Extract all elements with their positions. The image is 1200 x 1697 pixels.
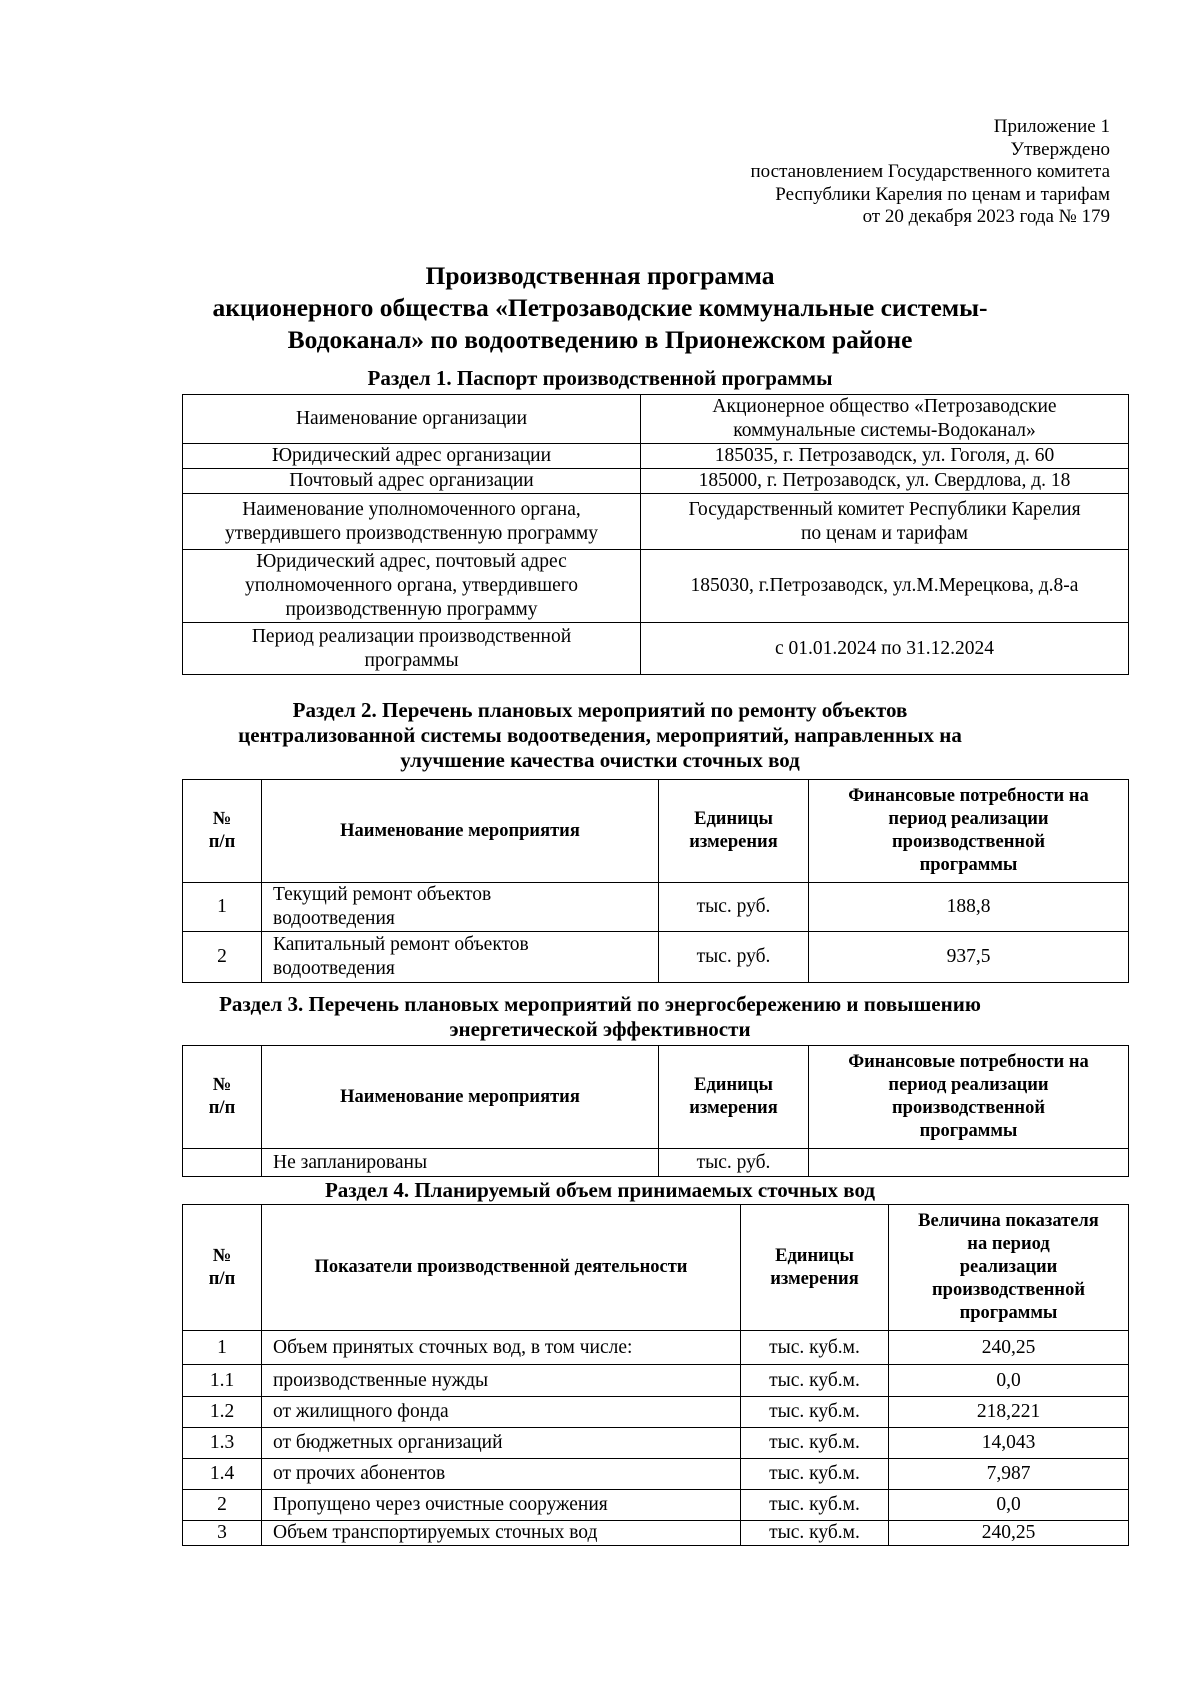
col-header-indicator: [262, 1205, 741, 1331]
cell-line: Финансовые потребности на: [848, 786, 1089, 806]
value-cell: [809, 1149, 1129, 1177]
title-line: акционерного общества «Петрозаводские коммунальные системы-: [212, 293, 988, 322]
indicator-name: Объем транспортируемых сточных вод: [262, 1521, 741, 1546]
cell-line: по ценам и тарифам: [801, 522, 968, 544]
table-row: [183, 444, 1129, 469]
unit-cell: тыс. руб.: [659, 932, 809, 983]
cell-line: измерения: [770, 1268, 859, 1289]
col-header-number: [183, 1046, 262, 1149]
title-line: Водоканал» по водоотведению в Прионежском районе: [287, 325, 913, 354]
unit-cell: тыс. куб.м.: [741, 1331, 889, 1365]
passport-value-cell: [641, 444, 1129, 469]
table-row: [183, 1397, 1129, 1428]
cell-line: программы: [919, 855, 1018, 875]
cell-line: Единицы: [694, 809, 773, 829]
passport-label-cell: [183, 444, 641, 469]
cell-line: Государственный комитет Республики Карелия: [688, 498, 1081, 520]
cell-line: Не запланированы: [273, 1151, 428, 1173]
table-row: [183, 1149, 1129, 1177]
approval-line: постановлением Государственного комитета: [750, 161, 1110, 182]
cell-line: Капитальный ремонт объектов: [273, 934, 529, 955]
table-row: [183, 623, 1129, 675]
cell-line: №: [212, 1245, 232, 1266]
col-header-value: [889, 1205, 1129, 1331]
passport-value-cell: [641, 494, 1129, 550]
cell-line: Период реализации производственной: [251, 625, 572, 647]
cell-line: Почтовый адрес организации: [289, 470, 534, 491]
cell-line: Наименование организации: [295, 408, 528, 429]
row-number: 1.1: [183, 1365, 262, 1397]
table-row: [183, 550, 1129, 623]
col-header-number: [183, 1205, 262, 1331]
cell-line: 185030, г.Петрозаводск, ул.М.Мерецкова, д.8-а: [690, 575, 1079, 596]
repair-measures-table: [182, 779, 1129, 983]
value-cell: 0,0: [889, 1490, 1129, 1521]
table-row: [183, 1459, 1129, 1490]
table-row: [183, 1490, 1129, 1521]
cell-line: с 01.01.2024 по 31.12.2024: [775, 637, 994, 659]
cell-line: измерения: [689, 1098, 778, 1118]
value-cell: 188,8: [809, 883, 1129, 932]
cell-line: водоотведения: [273, 908, 395, 929]
value-cell: 14,043: [889, 1428, 1129, 1459]
passport-table: [182, 394, 1129, 675]
unit-cell: тыс. руб.: [659, 883, 809, 932]
cell-line: №: [212, 809, 232, 829]
cell-line: утвердившего производственную программу: [225, 522, 598, 544]
value-cell: 240,25: [889, 1521, 1129, 1546]
cell-line: производственной: [892, 1098, 1045, 1118]
row-number: 1: [183, 883, 262, 932]
row-number: 1.2: [183, 1397, 262, 1428]
table-row: [183, 494, 1129, 550]
col-header-number: [183, 780, 262, 883]
unit-cell: тыс. руб.: [659, 1149, 809, 1177]
table-header-row: [183, 1046, 1129, 1149]
measure-name: [262, 932, 659, 983]
cell-line: 185035, г. Петрозаводск, ул. Гоголя, д. 60: [714, 445, 1055, 466]
table-header-row: [183, 780, 1129, 883]
cell-line: программы: [364, 649, 459, 671]
table-row: [183, 883, 1129, 932]
value-cell: 7,987: [889, 1459, 1129, 1490]
unit-cell: тыс. куб.м.: [741, 1521, 889, 1546]
cell-line: водоотведения: [273, 958, 395, 979]
row-number: [183, 1149, 262, 1177]
cell-line: Величина показателя: [918, 1211, 1099, 1231]
wastewater-volume-table: [182, 1204, 1129, 1546]
cell-line: период реализации: [888, 809, 1049, 829]
cell-line: п/п: [208, 1098, 236, 1118]
section3-heading: Раздел 3. Перечень плановых мероприятий по энергосбережению и повышению энергетической эффективности: [219, 992, 981, 1041]
col-header-name: [262, 780, 659, 883]
document-title: [100, 260, 1100, 356]
indicator-name: Пропущено через очистные сооружения: [262, 1490, 741, 1521]
cell-line: №: [212, 1075, 232, 1095]
cell-line: коммунальные системы-Водоканал»: [733, 420, 1036, 441]
indicator-name: от жилищного фонда: [262, 1397, 741, 1428]
col-header-unit: [659, 780, 809, 883]
cell-line: реализации: [959, 1257, 1058, 1277]
table-row: [183, 932, 1129, 983]
cell-line: Единицы: [694, 1075, 773, 1095]
section4-heading: Раздел 4. Планируемый объем принимаемых сточных вод: [324, 1178, 876, 1202]
table-row: [183, 1521, 1129, 1546]
cell-line: п/п: [208, 1268, 236, 1289]
cell-line: п/п: [208, 832, 236, 852]
col-header-financial-needs: [809, 780, 1129, 883]
row-number: 2: [183, 1490, 262, 1521]
row-number: 3: [183, 1521, 262, 1546]
indicator-name: от прочих абонентов: [262, 1459, 741, 1490]
cell-line: Наименование уполномоченного органа,: [242, 498, 581, 520]
cell-line: производственной: [892, 832, 1045, 852]
passport-label-cell: [183, 469, 641, 494]
unit-cell: тыс. куб.м.: [741, 1490, 889, 1521]
measure-name: [262, 883, 659, 932]
measure-name: [262, 1149, 659, 1177]
value-cell: 218,221: [889, 1397, 1129, 1428]
passport-value-cell: [641, 623, 1129, 675]
unit-cell: тыс. куб.м.: [741, 1365, 889, 1397]
cell-line: измерения: [689, 832, 778, 852]
col-header-unit: [741, 1205, 889, 1331]
table-row: [183, 395, 1129, 444]
cell-line: Наименование мероприятия: [340, 1086, 580, 1107]
passport-label-cell: [183, 395, 641, 444]
approval-block: [751, 116, 1111, 229]
cell-line: Финансовые потребности на: [848, 1052, 1089, 1072]
approved-label: Утверждено: [1010, 138, 1110, 160]
col-header-unit: [659, 1046, 809, 1149]
passport-value-cell: [641, 550, 1129, 623]
value-cell: 0,0: [889, 1365, 1129, 1397]
cell-line: на период: [967, 1234, 1050, 1254]
cell-line: Наименование мероприятия: [340, 820, 580, 841]
cell-line: уполномоченного органа, утвердившего: [244, 575, 579, 596]
value-cell: 240,25: [889, 1331, 1129, 1365]
cell-line: период реализации: [888, 1075, 1049, 1095]
unit-cell: тыс. куб.м.: [741, 1397, 889, 1428]
approval-date: от 20 декабря 2023 года № 179: [862, 206, 1110, 227]
table-row: [183, 1365, 1129, 1397]
row-number: 1.3: [183, 1428, 262, 1459]
cell-line: производственной: [932, 1280, 1085, 1300]
title-line: Производственная программа: [425, 261, 775, 290]
passport-label-cell: [183, 550, 641, 623]
cell-line: 185000, г. Петрозаводск, ул. Свердлова, д. 18: [698, 470, 1071, 491]
energy-measures-table: [182, 1045, 1129, 1177]
cell-line: Юридический адрес организации: [271, 445, 552, 466]
row-number: 1.4: [183, 1459, 262, 1490]
cell-line: Текущий ремонт объектов: [273, 884, 492, 905]
indicator-name: Объем принятых сточных вод, в том числе:: [262, 1331, 741, 1365]
table-row: [183, 469, 1129, 494]
row-number: 2: [183, 932, 262, 983]
passport-value-cell: [641, 469, 1129, 494]
table-row: [183, 1331, 1129, 1365]
value-cell: 937,5: [809, 932, 1129, 983]
table-header-row: [183, 1205, 1129, 1331]
col-header-financial-needs: [809, 1046, 1129, 1149]
passport-label-cell: [183, 494, 641, 550]
unit-cell: тыс. куб.м.: [741, 1459, 889, 1490]
cell-line: Показатели производственной деятельности: [314, 1257, 688, 1277]
cell-line: Юридический адрес, почтовый адрес: [256, 551, 567, 572]
section2-heading: Раздел 2. Перечень плановых мероприятий по ремонту объектов централизованной системы водоотведения, мероприятий, направленных на улучшение качества очистки сточных вод: [238, 698, 962, 772]
appendix-number: Приложение 1: [993, 116, 1110, 137]
cell-line: Акционерное общество «Петрозаводские: [712, 396, 1057, 417]
section1-heading: Раздел 1. Паспорт производственной программы: [367, 366, 833, 390]
table-row: [183, 1428, 1129, 1459]
passport-value-cell: [641, 395, 1129, 444]
cell-line: программы: [959, 1303, 1058, 1323]
row-number: 1: [183, 1331, 262, 1365]
cell-line: производственную программу: [285, 599, 538, 620]
approval-line: Республики Карелия по ценам и тарифам: [775, 183, 1110, 205]
indicator-name: производственные нужды: [262, 1365, 741, 1397]
cell-line: Единицы: [775, 1245, 854, 1266]
col-header-name: [262, 1046, 659, 1149]
passport-label-cell: [183, 623, 641, 675]
indicator-name: от бюджетных организаций: [262, 1428, 741, 1459]
unit-cell: тыс. куб.м.: [741, 1428, 889, 1459]
cell-line: программы: [919, 1121, 1018, 1141]
